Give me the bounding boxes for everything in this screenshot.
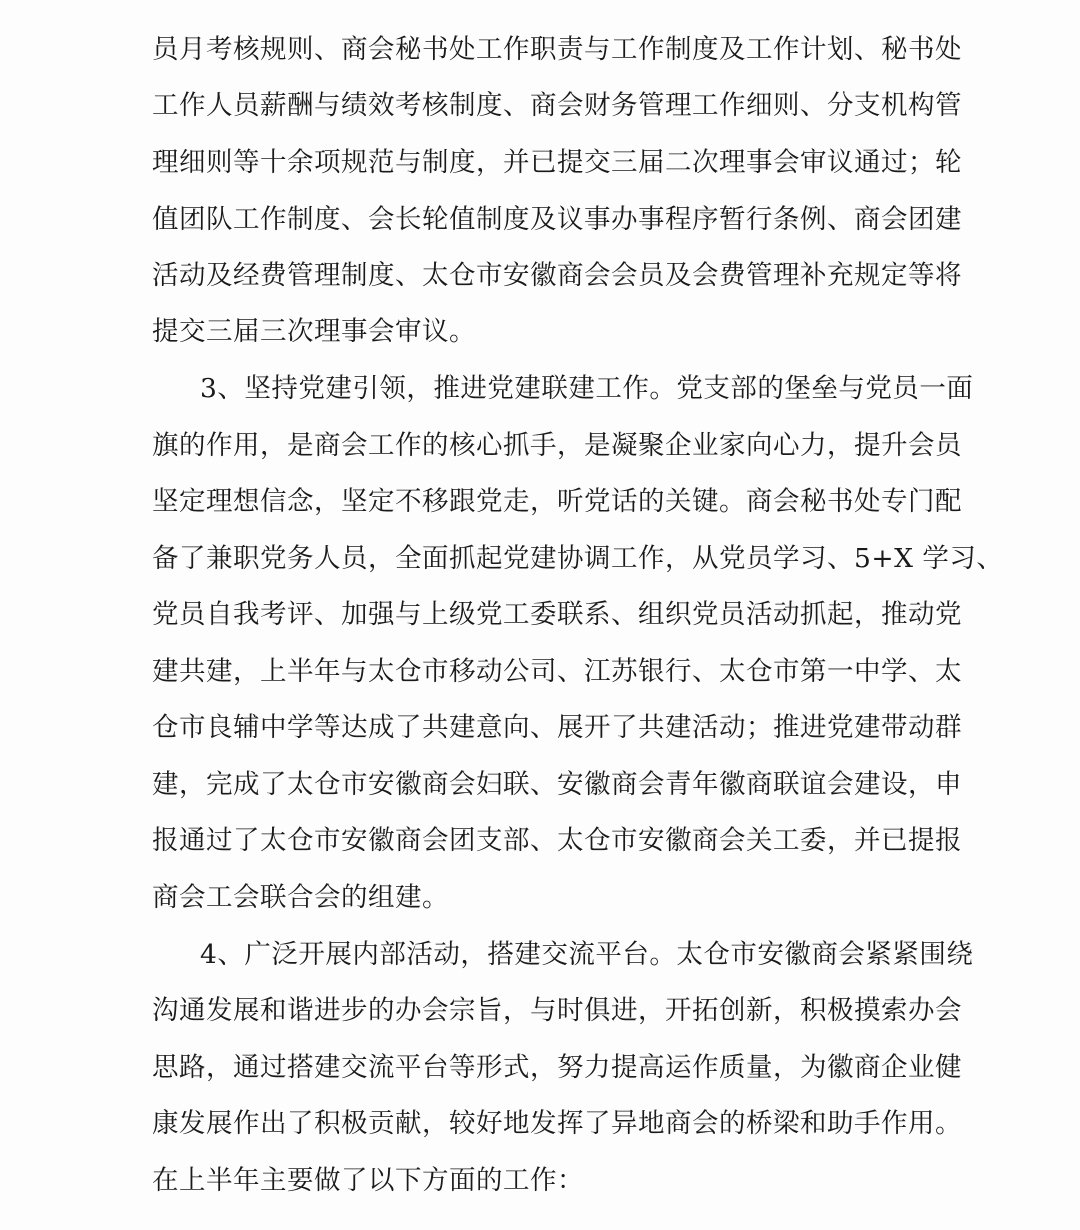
text-line: 提交三届三次理事会审议。 [152,316,476,347]
text-line: 报通过了太仓市安徽商会团支部、太仓市安徽商会关工委，并已提报 [152,825,962,856]
text-line: 值团队工作制度、会长轮值制度及议事办事程序暂行条例、商会团建 [152,204,962,235]
text-line: 在上半年主要做了以下方面的工作： [152,1165,584,1196]
paragraph-4-first-line: 4、广泛开展内部活动，搭建交流平台。太仓市安徽商会紧紧围绕 [200,939,974,970]
text-line: 工作人员薪酬与绩效考核制度、商会财务管理工作细则、分支机构管 [152,90,962,121]
text-line: 建，完成了太仓市安徽商会妇联、安徽商会青年徽商联谊会建设，申 [152,769,962,800]
text-line: 康发展作出了积极贡献，较好地发挥了异地商会的桥梁和助手作用。 [152,1108,962,1139]
text-line: 员月考核规则、商会秘书处工作职责与工作制度及工作计划、秘书处 [152,34,962,65]
text-line: 沟通发展和谐进步的办会宗旨，与时俱进，开拓创新，积极摸索办会 [152,995,962,1026]
text-line: 备了兼职党务人员，全面抓起党建协调工作，从党员学习、5+X 学习、 [152,543,1004,574]
text-line: 建共建，上半年与太仓市移动公司、江苏银行、太仓市第一中学、太 [152,656,962,687]
text-line: 仓市良辅中学等达成了共建意向、展开了共建活动；推进党建带动群 [152,712,962,743]
text-line: 活动及经费管理制度、太仓市安徽商会会员及会费管理补充规定等将 [152,260,962,291]
paragraph-3-first-line: 3、坚持党建引领，推进党建联建工作。党支部的堡垒与党员一面 [200,373,974,404]
text-line: 商会工会联合会的组建。 [152,882,449,913]
text-line: 坚定理想信念，坚定不移跟党走，听党话的关键。商会秘书处专门配 [152,486,962,517]
text-line: 旗的作用，是商会工作的核心抓手，是凝聚企业家向心力，提升会员 [152,430,962,461]
text-line: 党员自我考评、加强与上级党工委联系、组织党员活动抓起，推动党 [152,599,962,630]
text-line: 思路，通过搭建交流平台等形式，努力提高运作质量，为徽商企业健 [152,1052,962,1083]
text-line: 理细则等十余项规范与制度，并已提交三届二次理事会审议通过；轮 [152,147,962,178]
